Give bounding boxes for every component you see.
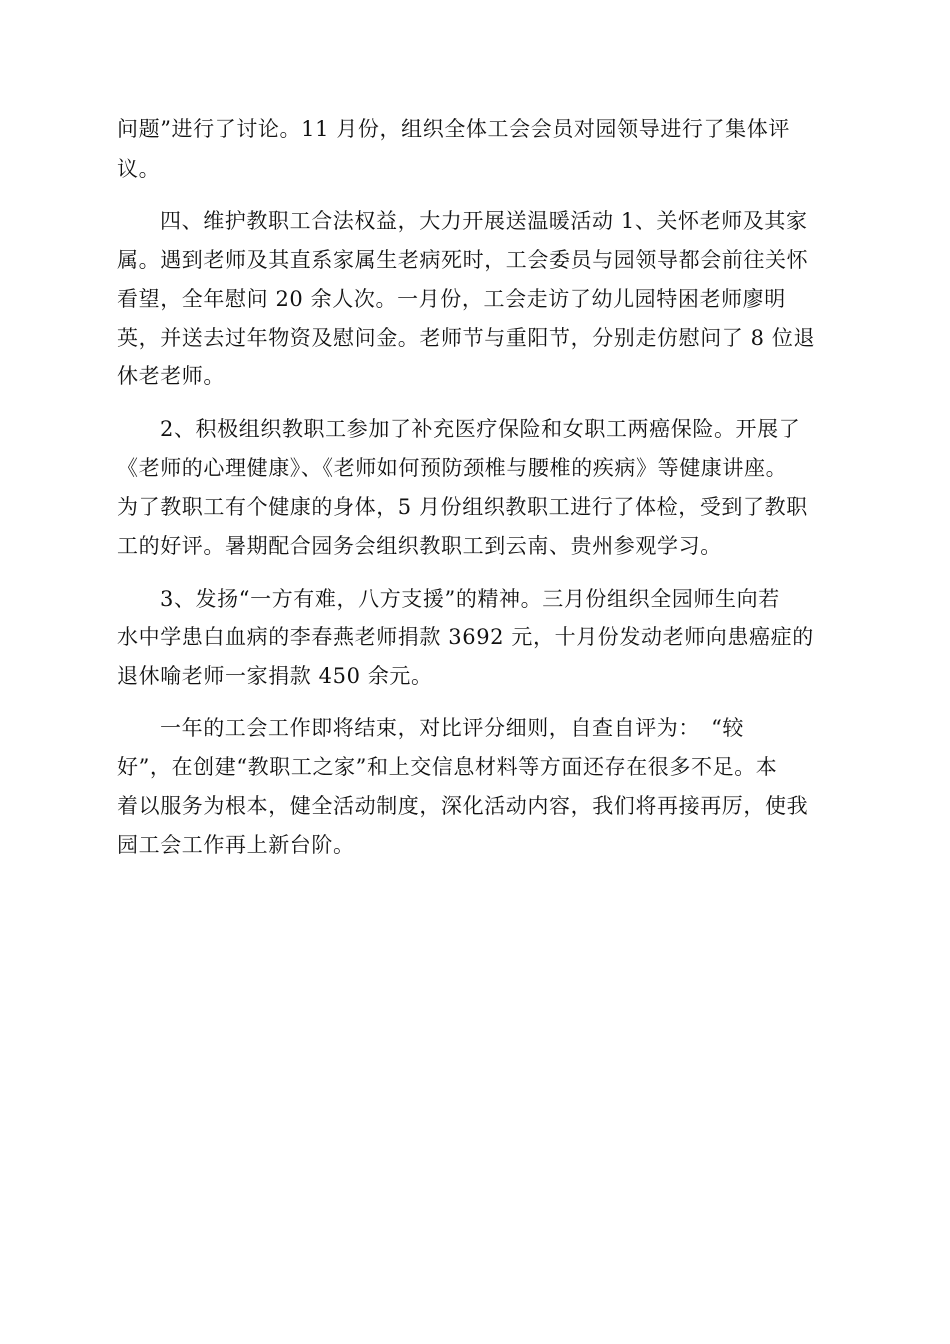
text-line: 2、积极组织教职工参加了补充医疗保险和女职工两癌保险。开展了 xyxy=(160,417,801,441)
text-line: 水中学患白血病的李春燕老师捐款 3692 元，十月份发动老师向患癌症的 xyxy=(117,625,814,649)
text-line: 四、维护教职工合法权益，大力开展送温暖活动 1、关怀老师及其家 xyxy=(160,209,808,233)
text-line: 工的好评。暑期配合园务会组织教职工到云南、贵州参观学习。 xyxy=(117,534,722,558)
text-line: 园工会工作再上新台阶。 xyxy=(117,833,355,857)
text-line: 属。遇到老师及其直系家属生老病死时，工会委员与园领导都会前往关怀 xyxy=(117,248,809,272)
text-line: 为了教职工有个健康的身体，5 月份组织教职工进行了体检，受到了教职 xyxy=(117,495,808,519)
text-line: 议。 xyxy=(117,157,161,181)
text-line: 休老老师。 xyxy=(117,364,225,388)
text-line: 着以服务为根本，健全活动制度，深化活动内容，我们将再接再厉，使我 xyxy=(117,794,809,818)
text-line: 看望，全年慰问 20 余人次。一月份，工会走访了幼儿园特困老师廖明 xyxy=(117,287,786,311)
text-line: 《老师的心理健康》、《老师如何预防颈椎与腰椎的疾病》等健康讲座。 xyxy=(117,456,788,480)
text-line: 退休喻老师一家捐款 450 余元。 xyxy=(117,664,433,688)
text-line: 英，并送去过年物资及慰问金。老师节与重阳节，分别走仿慰问了 8 位退 xyxy=(117,326,816,350)
text-line: 问题”进行了讨论。11 月份，组织全体工会会员对园领导进行了集体评 xyxy=(117,117,790,141)
text-line: 好”，在创建“教职工之家”和上交信息材料等方面还存在很多不足。本 xyxy=(117,755,778,779)
text-line: 3、发扬“一方有难，八方支援”的精神。三月份组织全园师生向若 xyxy=(160,587,780,611)
text-line: 一年的工会工作即将结束，对比评分细则，自查自评为： “较 xyxy=(160,716,745,740)
